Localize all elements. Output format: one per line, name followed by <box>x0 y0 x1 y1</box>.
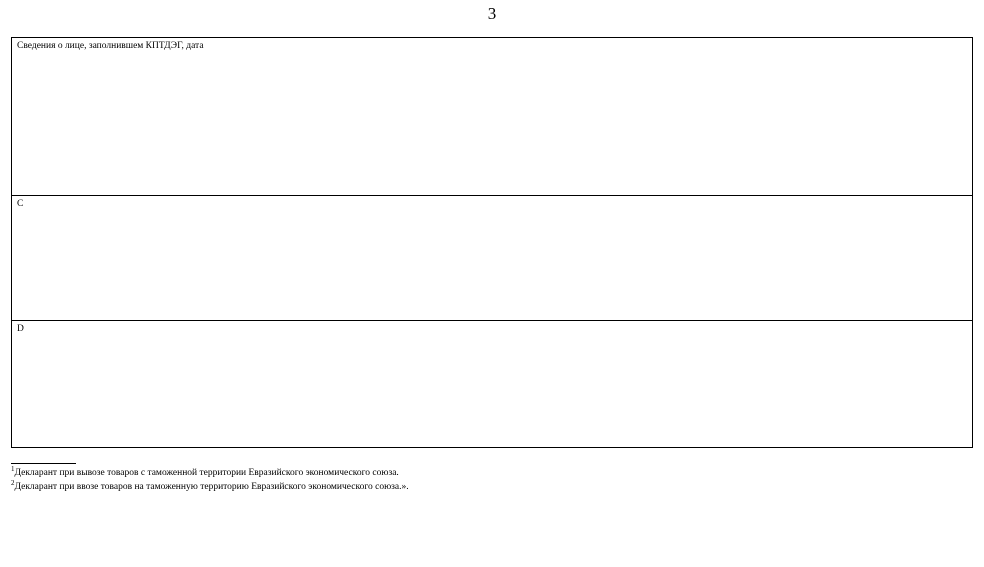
field-label-c: C <box>17 199 24 209</box>
footnote-marker-2: 2 <box>11 478 15 487</box>
list-item <box>11 478 711 495</box>
footnote-marker-1: 1 <box>11 464 15 473</box>
field-label-declarant-info: Сведения о лице, заполнившем КПТДЭГ, дата <box>17 41 204 51</box>
table-row[interactable] <box>12 196 972 321</box>
table-row[interactable] <box>12 321 972 447</box>
form-table <box>11 37 973 448</box>
footnote-text-2: Декларант при ввозе товаров на таможенную территорию Евразийского экономического союза.». <box>14 481 409 492</box>
table-row[interactable] <box>12 38 972 196</box>
footnote-area <box>11 463 711 494</box>
footnote-separator-rule <box>11 463 76 464</box>
field-label-d: D <box>17 324 24 334</box>
list-item <box>11 464 711 481</box>
page-number: 3 <box>487 4 497 23</box>
footnote-text-1: Декларант при вывозе товаров с таможенной территории Евразийского экономического союза. <box>14 468 399 478</box>
